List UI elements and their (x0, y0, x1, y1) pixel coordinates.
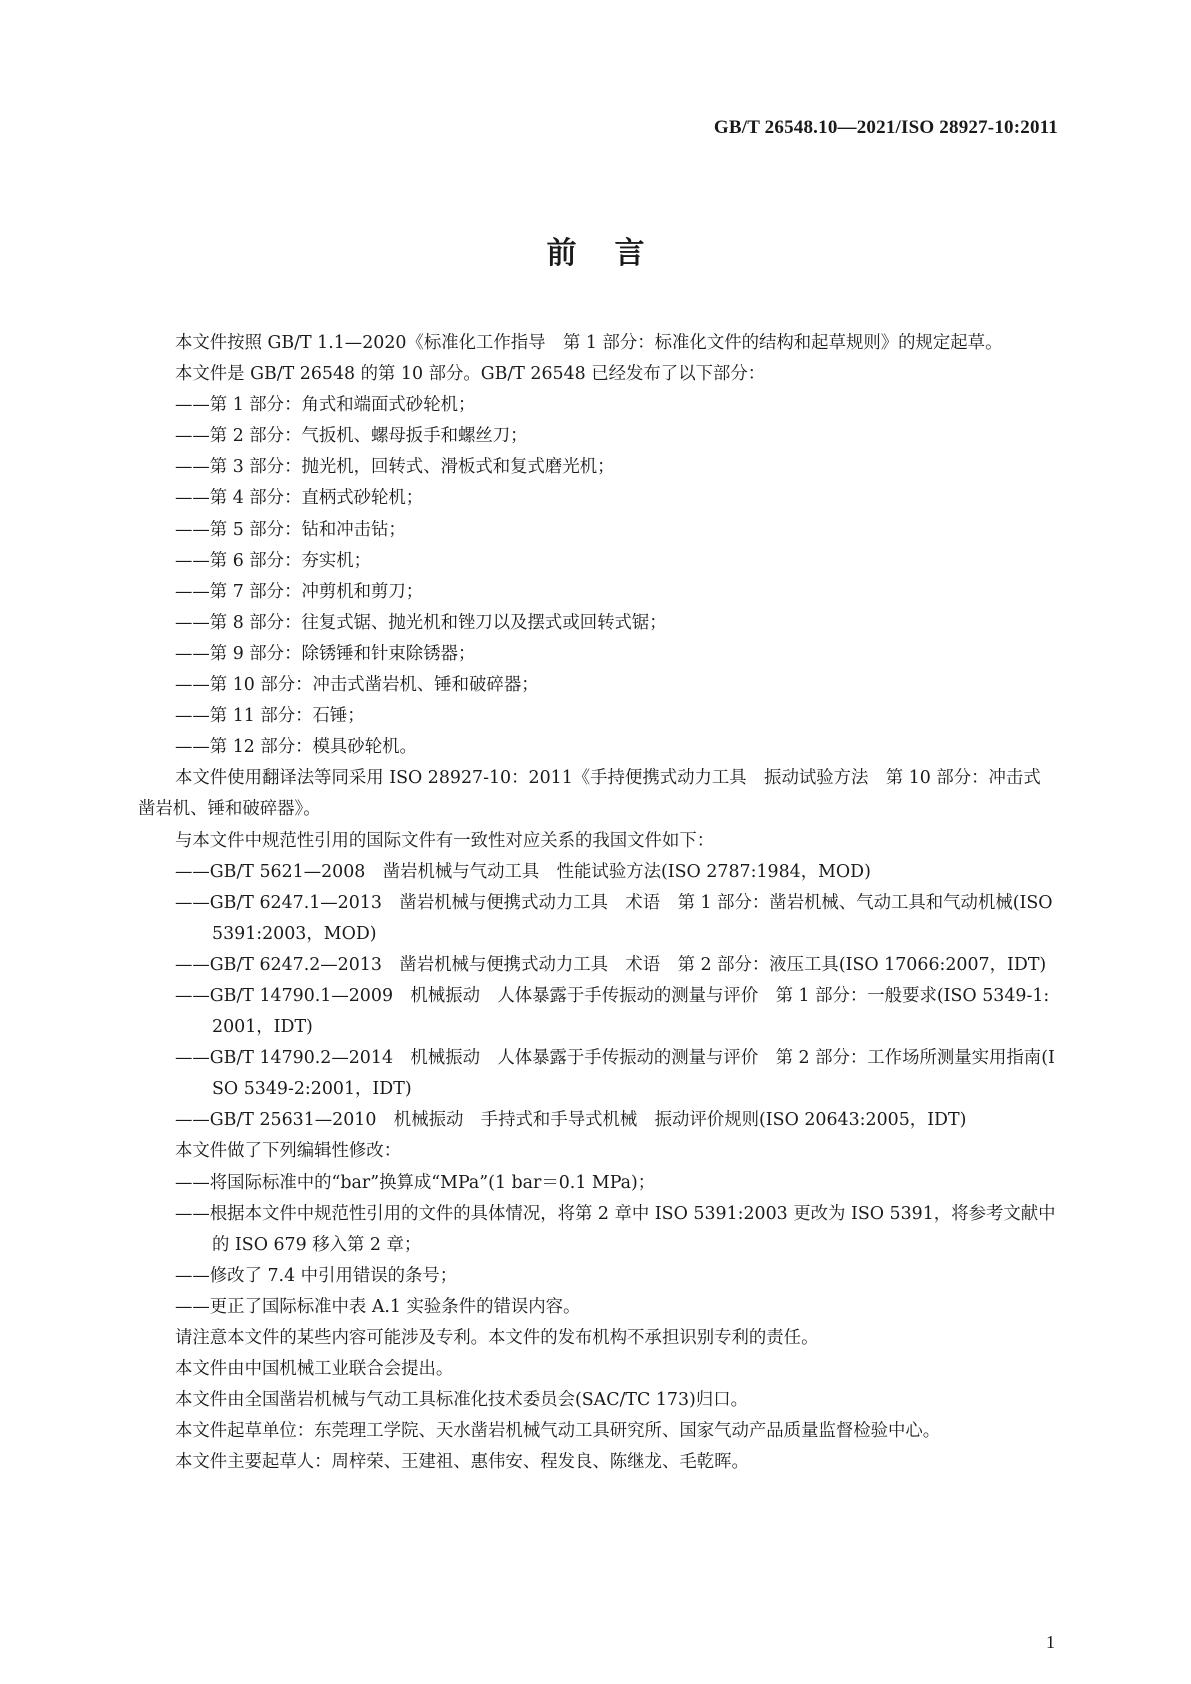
foreword-body (138, 328, 1058, 1478)
paragraph: 本文件做了下列编辑性修改： (175, 1141, 402, 1162)
list-item: ——第 10 部分：冲击式凿岩机、锤和破碎器； (175, 675, 539, 696)
list-item: ——GB/T 25631—2010 机械振动 手持式和手导式机械 振动评价规则(ISO 20643:2005，IDT) (175, 1110, 967, 1131)
paragraph: 本文件是 GB/T 26548 的第 10 部分。GB/T 26548 已经发布了以下部分： (175, 364, 766, 385)
paragraph: 本文件起草单位：东莞理工学院、天水凿岩机械气动工具研究所、国家气动产品质量监督检验中心。 (175, 1421, 941, 1442)
list-item: ——将国际标准中的“bar”换算成“MPa”(1 bar＝0.1 MPa)； (175, 1172, 656, 1193)
list-item: ——第 12 部分：模具砂轮机。 (175, 737, 417, 758)
list-item: ——第 5 部分：钻和冲击钻； (175, 519, 406, 540)
page-number: 1 (1046, 1632, 1055, 1652)
list-item: ——第 8 部分：往复式锯、抛光机和锉刀以及摆式或回转式锯； (175, 612, 667, 633)
list-item: ——第 3 部分：抛光机，回转式、滑板式和复式磨光机； (175, 457, 615, 478)
paragraph: 本文件使用翻译法等同采用 ISO 28927-10：2011《手持便携式动力工具 振动试验方法 第 10 部分：冲击式凿岩机、锤和破碎器》。 (138, 768, 1041, 820)
list-item: ——修改了 7.4 中引用错误的条号； (175, 1265, 458, 1286)
list-item: ——GB/T 14790.1—2009 机械振动 人体暴露于手传振动的测量与评价 第 1 部分：一般要求(ISO 5349-1:2001，IDT) (175, 985, 1050, 1038)
list-item: ——GB/T 6247.2—2013 凿岩机械与便携式动力工具 术语 第 2 部分：液压工具(ISO 17066:2007，IDT) (175, 954, 1047, 975)
list-item: ——第 4 部分：直柄式砂轮机； (175, 488, 424, 509)
list-item: ——第 9 部分：除锈锤和针束除锈器； (175, 643, 476, 664)
list-item: ——第 2 部分：气扳机、螺母扳手和螺丝刀； (175, 426, 528, 447)
list-item: ——第 11 部分：石锤； (175, 706, 365, 727)
page-title: 前言 (546, 236, 683, 271)
paragraph: 本文件由中国机械工业联合会提出。 (175, 1359, 454, 1380)
paragraph: 本文件按照 GB/T 1.1—2020《标准化工作指导 第 1 部分：标准化文件的结构和起草规则》的规定起草。 (175, 333, 1003, 353)
paragraph: 与本文件中规范性引用的国际文件有一致性对应关系的我国文件如下： (175, 830, 715, 851)
list-item: ——根据本文件中规范性引用的文件的具体情况，将第 2 章中 ISO 5391:2003 更改为 ISO 5391，将参考文献中的 ISO 679 移入第 2 章； (175, 1203, 1056, 1255)
list-item: ——更正了国际标准中表 A.1 实验条件的错误内容。 (175, 1296, 581, 1317)
list-item: ——第 6 部分：夯实机； (175, 550, 372, 571)
paragraph: 本文件主要起草人：周梓荣、王建祖、惠伟安、程发良、陈继龙、毛乾晖。 (175, 1452, 749, 1473)
standard-code-header: GB/T 26548.10—2021/ISO 28927-10:2011 (713, 117, 1058, 138)
list-item: ——第 7 部分：冲剪机和剪刀； (175, 581, 424, 602)
paragraph: 请注意本文件的某些内容可能涉及专利。本文件的发布机构不承担识别专利的责任。 (175, 1328, 819, 1348)
list-item: ——GB/T 14790.2—2014 机械振动 人体暴露于手传振动的测量与评价 第 2 部分：工作场所测量实用指南(ISO 5349-2:2001，IDT) (175, 1048, 1055, 1100)
list-item: ——GB/T 6247.1—2013 凿岩机械与便携式动力工具 术语 第 1 部分：凿岩机械、气动工具和气动机械(ISO 5391:2003，MOD) (175, 892, 1053, 944)
paragraph: 本文件由全国凿岩机械与气动工具标准化技术委员会(SAC/TC 173)归口。 (175, 1390, 748, 1411)
list-item: ——GB/T 5621—2008 凿岩机械与气动工具 性能试验方法(ISO 2787:1984，MOD) (175, 861, 871, 882)
list-item: ——第 1 部分：角式和端面式砂轮机； (175, 395, 476, 416)
